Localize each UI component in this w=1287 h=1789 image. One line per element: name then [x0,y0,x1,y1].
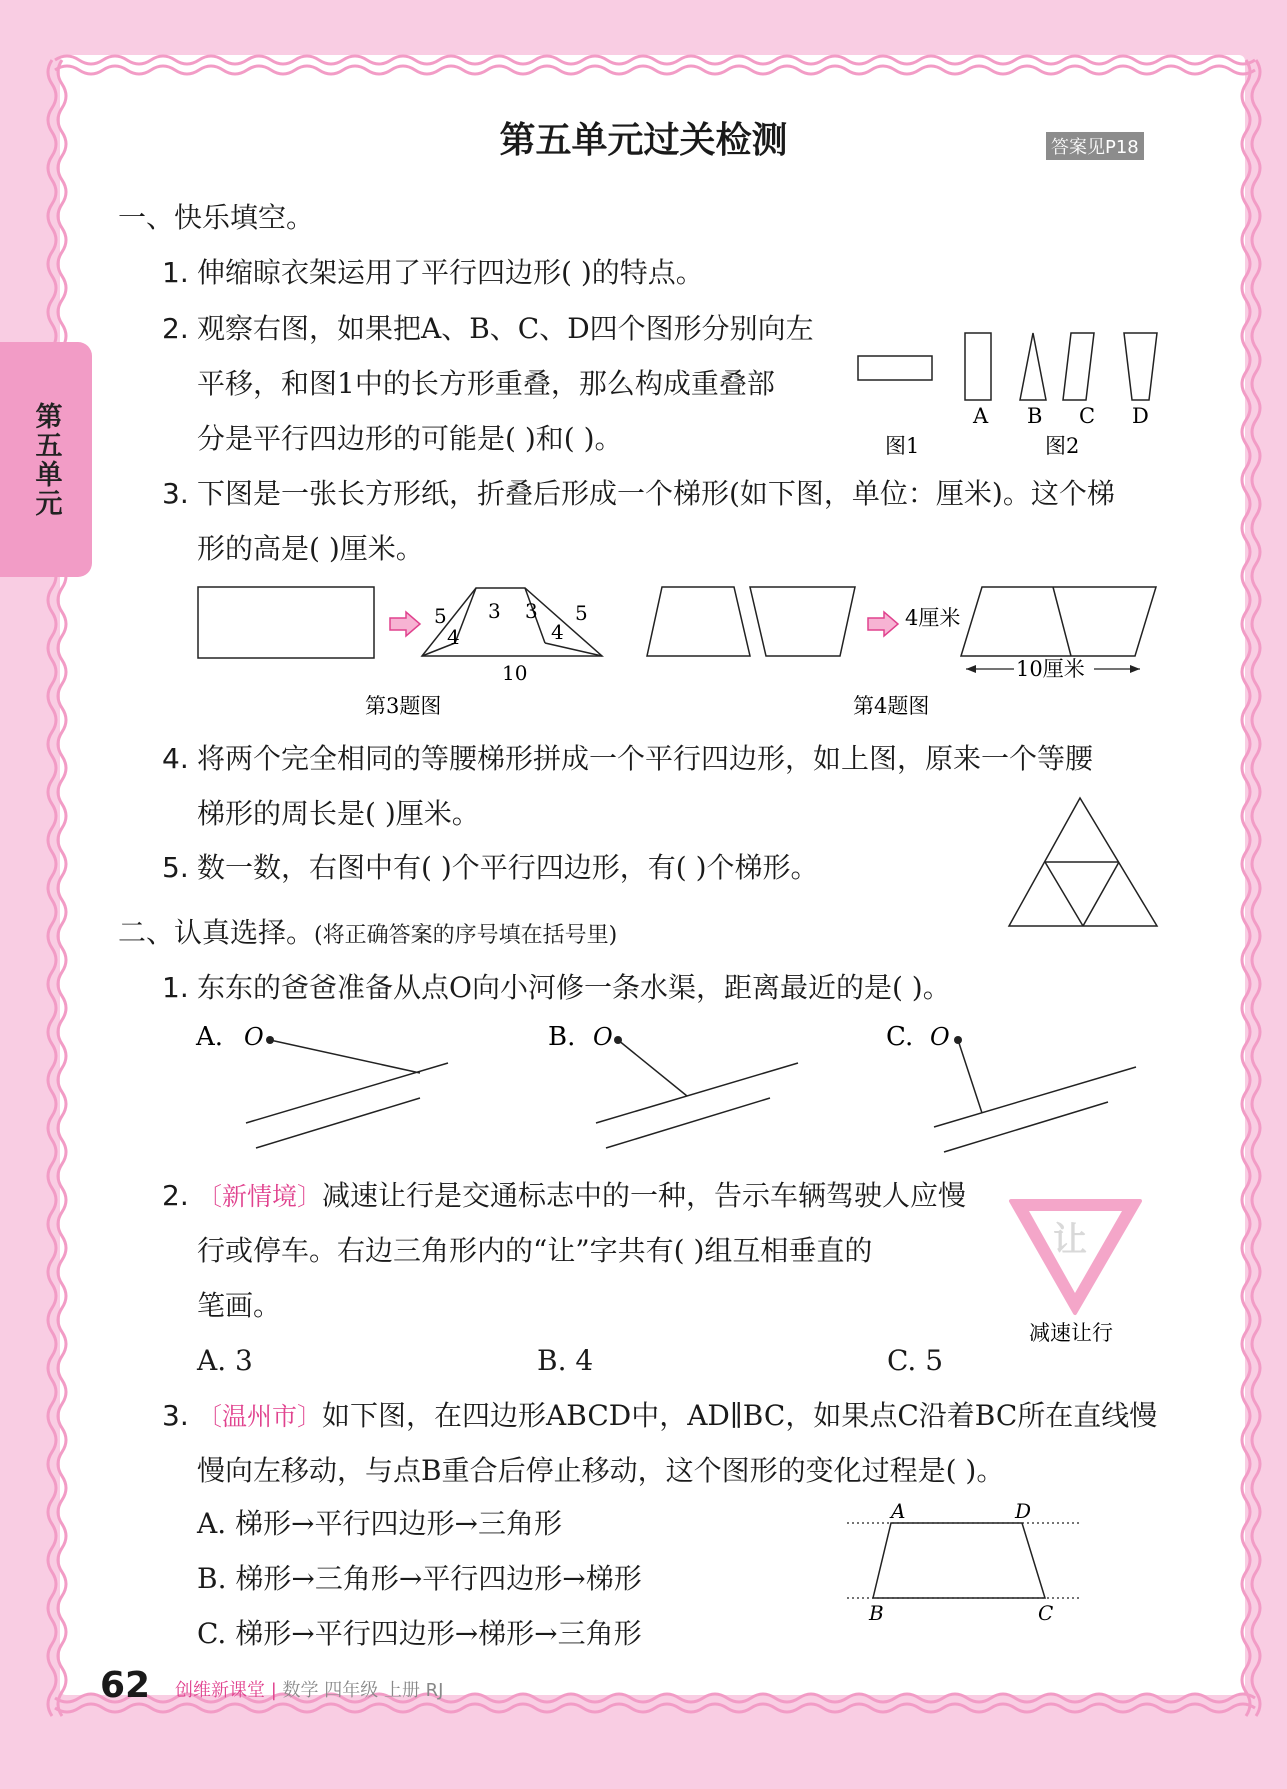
s2-q1-text: 东东的爸爸准备从点O向小河修一条水渠，距离最近的是( )。 [197,971,951,1004]
base-label: 10厘米 [1016,657,1085,681]
q3-number: 3. [162,477,189,510]
svg-text:10: 10 [502,661,528,685]
q5-number: 5. [162,851,189,884]
svg-text:5: 5 [434,604,447,628]
arrow-icon [390,612,420,636]
s2-q2-line2: 行或停车。右边三角形内的“让”字共有( )组互相垂直的 [197,1234,873,1267]
s2-q3-option-a: A. 梯形→平行四边形→三角形 [197,1507,562,1540]
abcd-trapezoid-figure [845,1495,1085,1635]
q3-line1: 下图是一张长方形纸，折叠后形成一个梯形(如下图，单位：厘米)。这个梯 [197,477,1115,510]
q2-line1: 观察右图，如果把A、B、C、D四个图形分别向左 [197,312,814,345]
svg-text:O: O [930,1023,950,1051]
arrow-icon [868,612,898,636]
height-label: 4厘米 [905,606,961,630]
trapezoid-2 [750,587,855,656]
q4-line1: 将两个完全相同的等腰梯形拼成一个平行四边形，如上图，原来一个等腰 [197,742,1094,775]
s2-q3-option-b: B. 梯形→三角形→平行四边形→梯形 [197,1562,642,1595]
svg-text:B.: B. [548,1022,576,1052]
section1-heading: 一、快乐填空。 [118,201,315,234]
q3-figure [190,580,610,720]
unit-side-tab: 第五单元 [0,342,92,577]
s2-q2-option-b: B. 4 [537,1344,594,1377]
svg-text:D: D [1015,1499,1032,1523]
q1-text: 伸缩晾衣架运用了平行四边形( )的特点。 [197,256,704,289]
shape-c [1063,333,1094,400]
label-d: D [1132,404,1149,428]
fig1-rectangle [858,356,932,380]
s2-q3-line2: 慢向左移动，与点B重合后停止移动，这个图形的变化过程是( )。 [197,1454,1005,1487]
parallelogram [961,587,1156,656]
new-context-tag: 〔新情境〕 [197,1182,323,1211]
s2-q2-option-a: A. 3 [197,1344,253,1377]
q3-line2: 形的高是( )厘米。 [197,532,424,565]
answer-reference-badge: 答案见P18 [1046,132,1144,160]
label-c: C [1079,404,1096,428]
footer-brand: 创维新课堂 | 数学 四年级 上册 RJ [175,1680,444,1701]
svg-text:A: A [891,1499,906,1523]
yield-sign-icon [1005,1195,1155,1350]
svg-text:O: O [244,1023,264,1051]
svg-text:O: O [593,1023,613,1051]
paper-rectangle [198,587,374,658]
svg-text:A.: A. [196,1022,224,1052]
fig1-caption: 图1 [885,434,920,458]
region-tag: 〔温州市〕 [197,1402,323,1431]
shape-b [1020,333,1046,400]
fig2-caption: 图2 [1045,434,1080,458]
s2-q2-number: 2. [162,1179,189,1212]
q4-caption: 第4题图 [853,694,930,718]
s2-q3-option-c: C. 梯形→平行四边形→梯形→三角形 [197,1617,642,1650]
q1-number: 1. [162,256,189,289]
s2-q2-option-c: C. 5 [887,1344,944,1377]
svg-text:4: 4 [447,625,460,649]
s2-q3-line1: 〔温州市〕如下图，在四边形ABCD中，AD∥BC，如果点C沿着BC所在直线慢 [197,1399,1158,1432]
q4-figure [640,580,1170,720]
sign-caption: 减速让行 [1029,1321,1113,1345]
svg-text:B: B [869,1601,884,1625]
q3-caption: 第3题图 [365,694,442,718]
s2-q2-line1: 〔新情境〕减速让行是交通标志中的一种，告示车辆驾驶人应慢 [197,1179,967,1212]
page-number: 62 [100,1665,151,1706]
q5-triangle-figure [1005,795,1165,930]
svg-text:C.: C. [886,1022,914,1052]
section2-heading: 二、认真选择。(将正确答案的序号填在括号里) [118,916,618,949]
s2-q2-line3: 笔画。 [197,1289,282,1322]
shape-d [1124,333,1157,400]
q2-line3: 分是平行四边形的可能是( )和( )。 [197,422,623,455]
sign-character: 让 [1053,1220,1087,1260]
svg-text:5: 5 [575,601,588,625]
q2-number: 2. [162,312,189,345]
s2-q1-figures [190,1020,1150,1160]
q2-line2: 平移，和图1中的长方形重叠，那么构成重叠部 [197,367,775,400]
s2-q1-number: 1. [162,971,189,1004]
q2-figure [850,320,1170,460]
q5-text: 数一数，右图中有( )个平行四边形，有( )个梯形。 [197,851,819,884]
label-a: A [973,404,989,428]
q4-number: 4. [162,742,189,775]
s2-q3-number: 3. [162,1399,189,1432]
svg-text:4: 4 [551,620,564,644]
q4-line2: 梯形的周长是( )厘米。 [197,797,480,830]
svg-text:3: 3 [488,599,501,623]
trapezoid-1 [647,587,750,656]
svg-text:C: C [1038,1601,1054,1625]
page-title: 第五单元过关检测 [499,120,788,161]
svg-text:3: 3 [525,599,538,623]
shape-a [965,333,991,400]
label-b: B [1027,404,1043,428]
